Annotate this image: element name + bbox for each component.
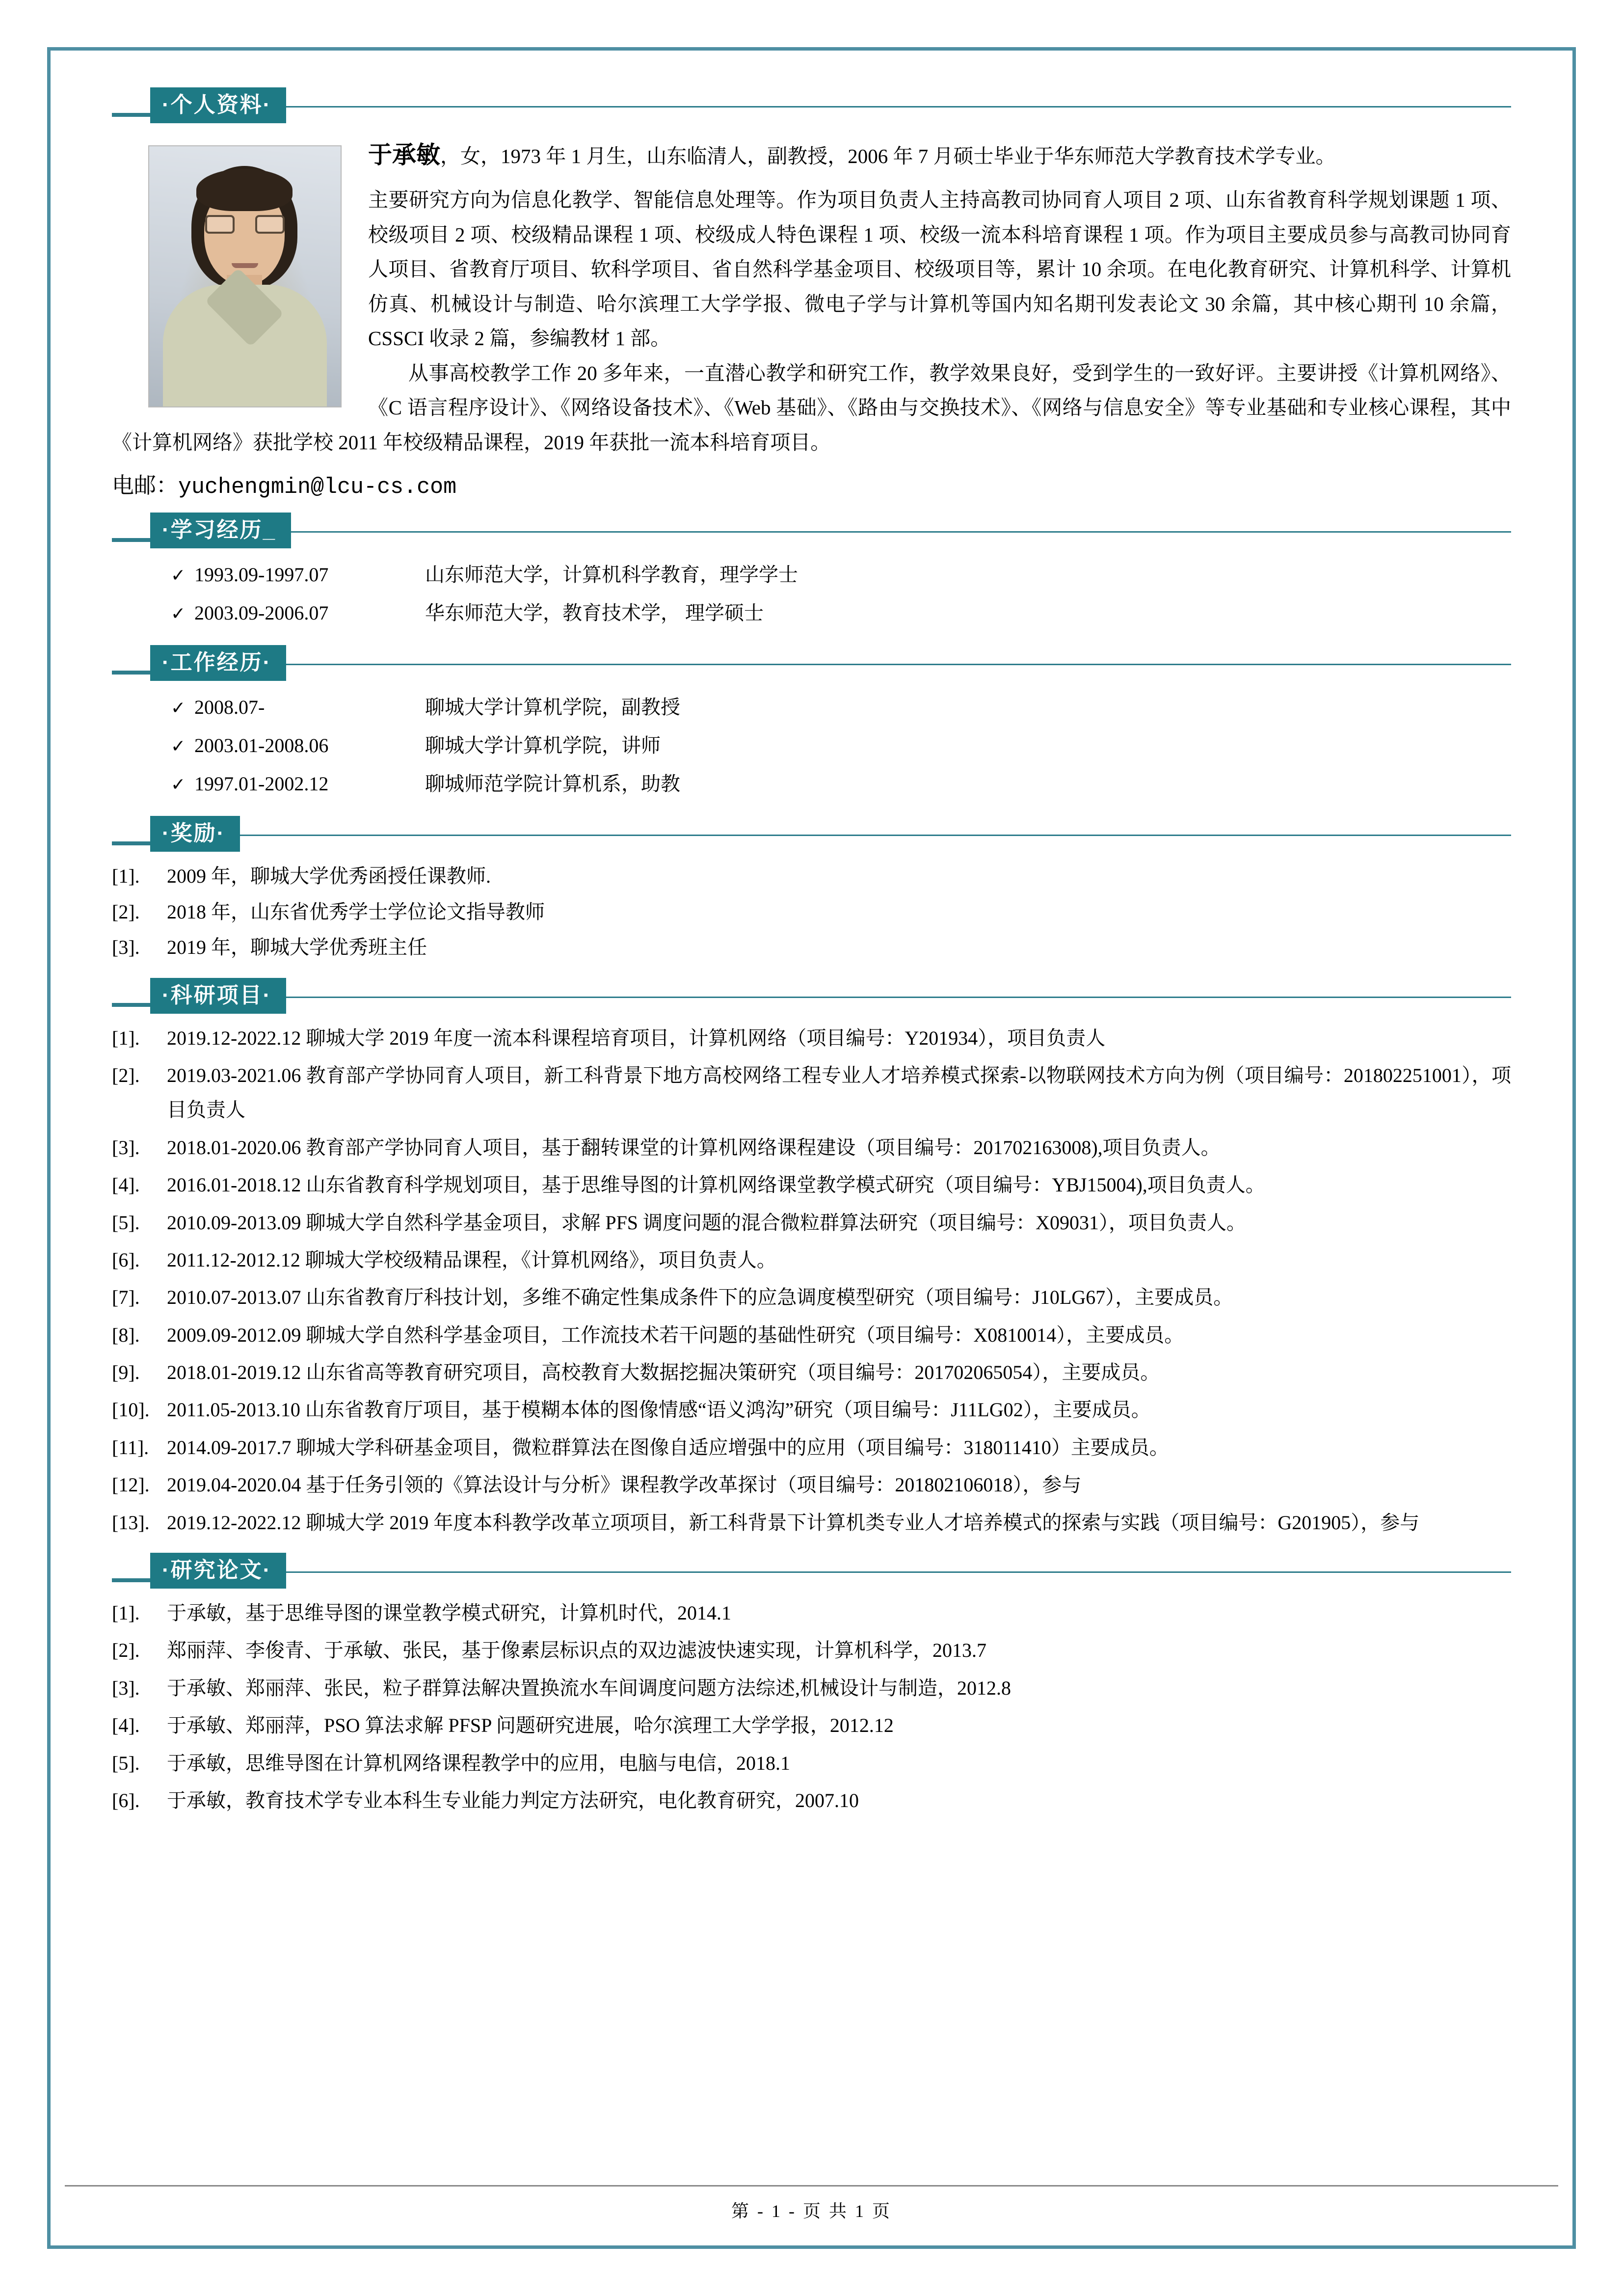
item-text: 郑丽萍、李俊青、于承敏、张民，基于像素层标识点的双边滤波快速实现，计算机科学，2013.7 xyxy=(167,1639,986,1662)
list-item xyxy=(112,1058,1511,1128)
work-desc: 聊城大学计算机学院，副教授 xyxy=(425,696,680,719)
education-date: 1993.09-1997.07 xyxy=(194,564,329,586)
section-lead-bar xyxy=(112,984,150,1007)
list-item xyxy=(112,594,1511,632)
section-header-awards xyxy=(112,816,1511,854)
section-rule xyxy=(112,1571,1511,1573)
item-text: 2019.12-2022.12 聊城大学 2019 年度一流本科课程培育项目，计算机网络（项目编号：Y201934），项目负责人 xyxy=(167,1026,1106,1049)
list-item xyxy=(112,1393,1511,1427)
person-intro: ，女，1973 年 1 月生，山东临清人，副教授，2006 年 7 月硕士毕业于华东师范大学教育技术学专业。 xyxy=(440,145,1336,167)
list-item xyxy=(112,930,1511,965)
item-index: [2]. xyxy=(112,900,140,923)
item-index: [1]. xyxy=(112,1602,140,1624)
item-text: 2018 年，山东省优秀学士学位论文指导教师 xyxy=(167,900,545,923)
email-line: 电邮：yuchengmin@lcu-cs.com xyxy=(112,475,457,500)
projects-list xyxy=(112,1021,1511,1540)
list-item xyxy=(112,1596,1511,1630)
section-tag-wrap xyxy=(112,87,286,123)
page-number: 第 - 1 - 页 共 1 页 xyxy=(731,2201,892,2221)
item-index: [5]. xyxy=(112,1752,140,1774)
work-date: 1997.01-2002.12 xyxy=(194,773,329,795)
list-item xyxy=(112,1168,1511,1202)
section-rule xyxy=(112,531,1511,533)
work-date: 2003.01-2008.06 xyxy=(194,734,329,757)
list-item xyxy=(112,859,1511,893)
item-text: 2018.01-2019.12 山东省高等教育研究项目，高校教育大数据挖掘决策研究（项目编号：201702065054），主要成员。 xyxy=(167,1361,1160,1384)
item-text: 2019.12-2022.12 聊城大学 2019 年度本科教学改革立项项目，新工科背景下计算机类专业人才培养模式的探索与实践（项目编号：G201905），参与 xyxy=(167,1511,1420,1534)
education-desc: 华东师范大学，教育技术学， 理学硕士 xyxy=(425,602,764,624)
item-index: [7]. xyxy=(112,1286,140,1309)
item-text: 2010.07-2013.07 山东省教育厅科技计划，多维不确定性集成条件下的应急调度模型研究（项目编号：J10LG67），主要成员。 xyxy=(167,1286,1233,1309)
list-item xyxy=(112,1206,1511,1240)
item-text: 2016.01-2018.12 山东省教育科学规划项目，基于思维导图的计算机网络课堂教学模式研究（项目编号：YBJ15004),项目负责人。 xyxy=(167,1174,1265,1196)
section-title-projects: ·科研项目· xyxy=(150,978,286,1014)
section-header-education xyxy=(112,513,1511,551)
check-icon: ✓ xyxy=(171,698,186,719)
item-index: [6]. xyxy=(112,1789,140,1811)
check-icon: ✓ xyxy=(171,604,186,624)
item-text: 于承敏、郑丽萍，PSO 算法求解 PFSP 问题研究进展，哈尔滨理工大学学报，2012.12 xyxy=(167,1714,894,1737)
section-title-education: ·学习经历_ xyxy=(150,513,291,548)
list-item xyxy=(112,1468,1511,1502)
section-title-work: ·工作经历· xyxy=(150,645,286,681)
section-tag-wrap xyxy=(112,645,286,681)
work-desc: 聊城大学计算机学院，讲师 xyxy=(425,734,661,757)
item-index: [6]. xyxy=(112,1248,140,1271)
section-header-projects xyxy=(112,978,1511,1016)
item-index: [10]. xyxy=(112,1399,150,1421)
item-text: 于承敏，思维导图在计算机网络课程教学中的应用，电脑与电信，2018.1 xyxy=(167,1752,790,1774)
list-item xyxy=(112,1708,1511,1743)
section-lead-bar xyxy=(112,1560,150,1582)
section-lead-bar xyxy=(112,823,150,845)
item-text: 2011.05-2013.10 山东省教育厅项目，基于模糊本体的图像情感“语义鸿沟”研究（项目编号：J11LG02），主要成员。 xyxy=(167,1399,1151,1421)
section-rule xyxy=(112,997,1511,998)
section-lead-bar xyxy=(112,94,150,117)
item-index: [2]. xyxy=(112,1639,140,1662)
item-index: [3]. xyxy=(112,1136,140,1159)
profile-paragraph-2: 从事高校教学工作 20 多年来，一直潜心教学和研究工作，教学效果良好，受到学生的一致好评。主要讲授《计算机网络》、《C 语言程序设计》、《网络设备技术》、《Web 基础》、《路由与交换技术》、《网络与信息安全》等专业基础和专业核心课程，其中《计算机网络》获批学校 2011 年校级精品课程，2019 年获批一流本科培育项目。 xyxy=(112,361,1511,454)
section-header-profile xyxy=(112,87,1511,126)
item-index: [5]. xyxy=(112,1211,140,1234)
education-desc: 山东师范大学，计算机科学教育，理学学士 xyxy=(425,564,798,586)
item-index: [9]. xyxy=(112,1361,140,1384)
check-icon: ✓ xyxy=(171,775,186,795)
list-item xyxy=(112,1355,1511,1390)
item-index: [1]. xyxy=(112,865,140,888)
section-tag-wrap xyxy=(112,1553,286,1589)
page-footer xyxy=(65,2185,1558,2222)
work-date: 2008.07- xyxy=(194,696,265,719)
work-desc: 聊城师范学院计算机系，助教 xyxy=(425,773,680,795)
list-item xyxy=(112,1506,1511,1540)
papers-list xyxy=(112,1596,1511,1818)
section-rule xyxy=(112,664,1511,665)
section-title-profile: ·个人资料· xyxy=(150,87,286,123)
portrait-photo xyxy=(148,145,342,407)
footer-divider xyxy=(65,2185,1558,2187)
list-item xyxy=(112,895,1511,929)
list-item xyxy=(112,1783,1511,1818)
list-item xyxy=(112,1746,1511,1781)
item-text: 2019 年，聊城大学优秀班主任 xyxy=(167,936,427,959)
item-index: [8]. xyxy=(112,1324,140,1346)
item-index: [2]. xyxy=(112,1064,140,1086)
item-text: 2009.09-2012.09 聊城大学自然科学基金项目，工作流技术若干问题的基础性研究（项目编号：X0810014），主要成员。 xyxy=(167,1324,1184,1346)
item-text: 2014.09-2017.7 聊城大学科研基金项目，微粒群算法在图像自适应增强中的应用（项目编号：318011410）主要成员。 xyxy=(167,1436,1169,1459)
section-rule xyxy=(112,835,1511,836)
education-date: 2003.09-2006.07 xyxy=(194,602,329,624)
person-name: 于承敏 xyxy=(368,141,441,168)
section-lead-bar xyxy=(112,652,150,675)
item-index: [4]. xyxy=(112,1174,140,1196)
check-icon: ✓ xyxy=(171,566,186,586)
section-header-work xyxy=(112,645,1511,683)
list-item xyxy=(112,1633,1511,1668)
section-rule xyxy=(112,106,1511,108)
section-tag-wrap xyxy=(112,816,240,852)
item-text: 2009 年，聊城大学优秀函授任课教师. xyxy=(167,865,491,888)
section-title-papers: ·研究论文· xyxy=(150,1553,286,1589)
photo-mouth xyxy=(232,263,258,268)
item-index: [3]. xyxy=(112,1676,140,1699)
work-list xyxy=(112,688,1511,803)
section-title-awards: ·奖励· xyxy=(150,816,240,852)
item-text: 于承敏，基于思维导图的课堂教学模式研究，计算机时代，2014.1 xyxy=(167,1602,731,1624)
section-lead-bar xyxy=(112,519,150,542)
list-item xyxy=(112,556,1511,594)
item-index: [12]. xyxy=(112,1474,150,1496)
item-text: 2010.09-2013.09 聊城大学自然科学基金项目，求解 PFS 调度问题的混合微粒群算法研究（项目编号：X09031），项目负责人。 xyxy=(167,1211,1246,1234)
list-item xyxy=(112,1318,1511,1352)
check-icon: ✓ xyxy=(171,736,186,757)
list-item xyxy=(112,1021,1511,1055)
item-text: 2019.04-2020.04 基于任务引领的《算法设计与分析》课程教学改革探讨（项目编号：201802106018），参与 xyxy=(167,1474,1082,1496)
list-item xyxy=(112,1131,1511,1165)
list-item xyxy=(112,1671,1511,1705)
item-text: 2018.01-2020.06 教育部产学协同育人项目，基于翻转课堂的计算机网络课程建设（项目编号：201702163008),项目负责人。 xyxy=(167,1136,1221,1159)
item-text: 2011.12-2012.12 聊城大学校级精品课程，《计算机网络》，项目负责人。 xyxy=(167,1248,776,1271)
list-item xyxy=(112,1243,1511,1277)
photo-fringe xyxy=(196,169,293,211)
photo-glasses xyxy=(204,215,286,235)
item-index: [3]. xyxy=(112,936,140,959)
awards-list xyxy=(112,859,1511,965)
item-index: [13]. xyxy=(112,1511,150,1534)
document-content xyxy=(47,42,1576,1818)
item-index: [1]. xyxy=(112,1026,140,1049)
item-text: 2019.03-2021.06 教育部产学协同育人项目，新工科背景下地方高校网络工程专业人才培养模式探索-以物联网技术方向为例（项目编号：201802251001），项目负责人 xyxy=(167,1064,1511,1121)
item-text: 于承敏，教育技术学专业本科生专业能力判定方法研究，电化教育研究，2007.10 xyxy=(167,1789,859,1811)
section-tag-wrap xyxy=(112,513,291,548)
list-item xyxy=(112,727,1511,765)
item-text: 于承敏、郑丽萍、张民，粒子群算法解决置换流水车间调度问题方法综述,机械设计与制造，2012.8 xyxy=(167,1676,1011,1699)
section-tag-wrap xyxy=(112,978,286,1014)
item-index: [11]. xyxy=(112,1436,149,1459)
list-item xyxy=(112,1280,1511,1315)
list-item xyxy=(112,1431,1511,1465)
profile-paragraph-1: 主要研究方向为信息化教学、智能信息处理等。作为项目负责人主持高教司协同育人项目 2 项、山东省教育科学规划课题 1 项、校级项目 2 项、校级精品课程 1 项、校级成人特色课程 1 项、校级一流本科培育课程 1 项。作为项目主要成员参与高教司协同育人项目、省教育厅项目、软科学项目、省自然科学基金项目、校级项目等，累计 10 余项。在电化教育研究、计算机科学、计算机仿真、机械设计与制造、哈尔滨理工大学学报、微电子学与计算机等国内知名期刊发表论文 30 余篇，其中核心期刊 10 余篇，CSSCI 收录 2 篇，参编教材 1 部。 xyxy=(368,189,1511,350)
list-item xyxy=(112,688,1511,727)
education-list xyxy=(112,556,1511,632)
section-header-papers xyxy=(112,1553,1511,1591)
item-index: [4]. xyxy=(112,1714,140,1737)
profile-block xyxy=(112,135,1511,500)
list-item xyxy=(112,765,1511,803)
